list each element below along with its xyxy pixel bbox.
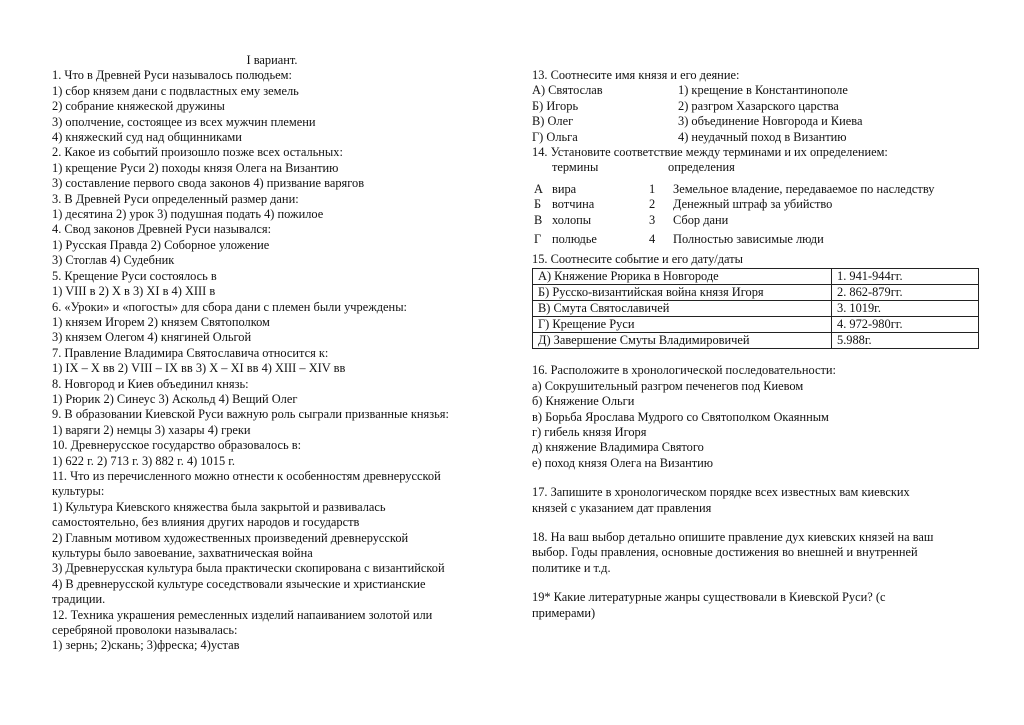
date-cell: 2. 862-879гг. <box>832 285 979 301</box>
question-line: 7. Правление Владимира Святославича относится к: <box>52 345 329 360</box>
q16-block <box>532 363 992 471</box>
q13-heading: 13. Соотнесите имя князя и его деяние: <box>532 68 740 82</box>
q13-row <box>532 99 992 114</box>
question-line: 3) ополчение, состоящее из всех мужчин племени <box>52 114 316 129</box>
q15-table <box>532 268 979 349</box>
q16-line: д) княжение Владимира Святого <box>532 440 704 455</box>
question-line: 2) собрание княжеской дружины <box>52 99 225 114</box>
table-row <box>533 285 979 301</box>
question-line: 1) VIII в 2) X в 3) XI в 4) XIII в <box>52 284 216 299</box>
event-cell: В) Смута Святославичей <box>533 301 832 317</box>
question-line: 1) сбор князем дани с подвластных ему земель <box>52 83 299 98</box>
question-line: 1) 622 г. 2) 713 г. 3) 882 г. 4) 1015 г. <box>52 453 236 468</box>
table-row <box>533 333 979 349</box>
prince-name: Б) Игорь <box>532 98 579 113</box>
q18-line: 18. На ваш выбор детально опишите правление дух киевских князей на ваш <box>532 530 934 544</box>
definition: Сбор дани <box>673 212 729 227</box>
term: вира <box>552 181 577 196</box>
q14-row <box>532 182 992 197</box>
question-line: 1) варяги 2) немцы 3) хазары 4) греки <box>52 422 251 437</box>
table-row <box>533 269 979 285</box>
question-line: традиции. <box>52 592 106 607</box>
q19-block <box>532 590 992 621</box>
question-line: 1. Что в Древней Руси называлось полюдьем: <box>52 68 292 83</box>
question-line: 3) составление первого свода законов 4) призвание варягов <box>52 176 365 191</box>
def-number: 4 <box>649 231 656 246</box>
date-cell: 3. 1019г. <box>832 301 979 317</box>
question-line: культуры было завоевание, захватническая война <box>52 546 313 560</box>
date-cell: 4. 972-980гг. <box>832 317 979 333</box>
q14-terms-header: термины <box>552 160 599 175</box>
question-line: 3) князем Олегом 4) княгиней Ольгой <box>52 330 252 345</box>
question-line: 1) крещение Руси 2) походы князя Олега на Византию <box>52 160 339 175</box>
question-line: 3) Стоглав 4) Судебник <box>52 253 175 268</box>
q13-row <box>532 130 992 145</box>
term: полюдье <box>552 231 597 246</box>
question-line: 6. «Уроки» и «погосты» для сбора дани с племен были учреждены: <box>52 299 407 314</box>
prince-deed: 2) разгром Хазарского царства <box>678 98 839 113</box>
question-line: 4) В древнерусской культуре соседствовали языческие и христианские <box>52 576 426 591</box>
prince-name: В) Олег <box>532 114 574 129</box>
question-line: 11. Что из перечисленного можно отнести к особенностям древнерусской <box>52 468 441 483</box>
date-cell: 5.988г. <box>832 333 979 349</box>
definition: Полностью зависимые люди <box>673 231 824 246</box>
q14-row <box>532 213 992 228</box>
prince-deed: 1) крещение в Константинополе <box>678 83 848 98</box>
q18-line: выбор. Годы правления, основные достижения во внешней и внутренней <box>532 545 918 560</box>
question-line: 1) Рюрик 2) Синеус 3) Аскольд 4) Вещий Олег <box>52 391 298 406</box>
q14-heading: 14. Установите соответствие между терминами и их определением: <box>532 144 888 159</box>
q19-line: примерами) <box>532 605 596 620</box>
right-column <box>532 68 992 621</box>
question-line: 1) десятина 2) урок 3) подушная подать 4) пожилое <box>52 207 324 222</box>
event-cell: Б) Русско-византийская война князя Игоря <box>533 285 832 301</box>
definition: Земельное владение, передаваемое по наследству <box>673 181 935 196</box>
q16-line: 16. Расположите в хронологической последовательности: <box>532 363 836 378</box>
definition: Денежный штраф за убийство <box>673 197 833 212</box>
q13-row <box>532 114 992 129</box>
event-cell: Д) Завершение Смуты Владимировичей <box>533 333 832 349</box>
question-line: 9. В образовании Киевской Руси важную роль сыграли призванные князья: <box>52 407 449 422</box>
q13-matching <box>532 83 992 145</box>
q18-line: политике и т.д. <box>532 560 611 575</box>
event-cell: А) Княжение Рюрика в Новгороде <box>533 269 832 285</box>
question-line: 12. Техника украшения ремесленных изделий напаиванием золотой или <box>52 607 433 622</box>
q17-line: 17. Запишите в хронологическом порядке всех известных вам киевских <box>532 485 910 500</box>
def-number: 3 <box>649 212 656 227</box>
question-line: 3) Древнерусская культура была практически скопирована с византийской <box>52 561 445 576</box>
q14-row <box>532 228 992 252</box>
question-line: культуры: <box>52 484 105 499</box>
question-line: серебряной проволоки называлась: <box>52 623 238 638</box>
q14-row <box>532 197 992 212</box>
question-line: 4. Свод законов Древней Руси назывался: <box>52 222 272 237</box>
term-letter: В <box>534 212 543 227</box>
question-line: 3. В Древней Руси определенный размер дани: <box>52 191 299 206</box>
question-line: самостоятельно, без влияния других народов и государств <box>52 515 360 530</box>
q17-block <box>532 485 992 516</box>
question-line: 1) Русская Правда 2) Соборное уложение <box>52 237 270 252</box>
question-line: 2) Главным мотивом художественных произведений древнерусской <box>52 530 409 545</box>
q18-block <box>532 530 992 576</box>
term: вотчина <box>552 197 595 212</box>
date-cell: 1. 941-944гг. <box>832 269 979 285</box>
question-line: 4) княжеский суд над общинниками <box>52 130 242 145</box>
event-cell: Г) Крещение Руси <box>533 317 832 333</box>
q15-heading: 15. Соотнесите событие и его дату/даты <box>532 251 743 266</box>
table-row <box>533 301 979 317</box>
question-line: 1) зернь; 2)скань; 3)фреска; 4)устав <box>52 638 240 653</box>
question-line: 10. Древнерусское государство образовалось в: <box>52 438 302 453</box>
q14-defs-header: определения <box>668 160 735 175</box>
term-letter: Г <box>534 231 542 246</box>
prince-deed: 4) неудачный поход в Византию <box>678 129 847 144</box>
q16-line: б) Княжение Ольги <box>532 394 635 409</box>
q16-line: е) поход князя Олега на Византию <box>532 455 714 470</box>
question-line: 5. Крещение Руси состоялось в <box>52 268 217 283</box>
prince-name: Г) Ольга <box>532 129 578 144</box>
term-letter: Б <box>534 197 542 212</box>
question-line: 1) IX – X вв 2) VIII – IX вв 3) X – XI вв 4) XIII – XIV вв <box>52 361 346 376</box>
question-line: 1) Культура Киевского княжества была закрытой и развивалась <box>52 499 386 514</box>
variant-title: I вариант. <box>246 53 298 67</box>
question-line: 1) князем Игорем 2) князем Святополком <box>52 314 270 329</box>
q14-column-headers <box>532 160 992 175</box>
term: холопы <box>552 212 592 227</box>
left-column <box>52 53 492 654</box>
q17-line: князей с указанием дат правления <box>532 500 712 515</box>
q19-line: 19* Какие литературные жанры существовали в Киевской Руси? (с <box>532 590 886 605</box>
question-line: 8. Новгород и Киев объединил князь: <box>52 376 249 391</box>
q16-line: а) Сокрушительный разгром печенегов под Киевом <box>532 378 804 393</box>
prince-name: А) Святослав <box>532 83 603 98</box>
def-number: 2 <box>649 197 656 212</box>
q13-row <box>532 83 992 98</box>
prince-deed: 3) объединение Новгорода и Киева <box>678 114 863 129</box>
table-row <box>533 317 979 333</box>
q16-line: в) Борьба Ярослава Мудрого со Святополком Окаянным <box>532 409 829 424</box>
q14-matching <box>532 182 992 252</box>
def-number: 1 <box>649 181 656 196</box>
q16-line: г) гибель князя Игоря <box>532 424 647 439</box>
left-questions <box>52 68 492 653</box>
term-letter: А <box>534 181 543 196</box>
question-line: 2. Какое из событий произошло позже всех остальных: <box>52 145 343 160</box>
